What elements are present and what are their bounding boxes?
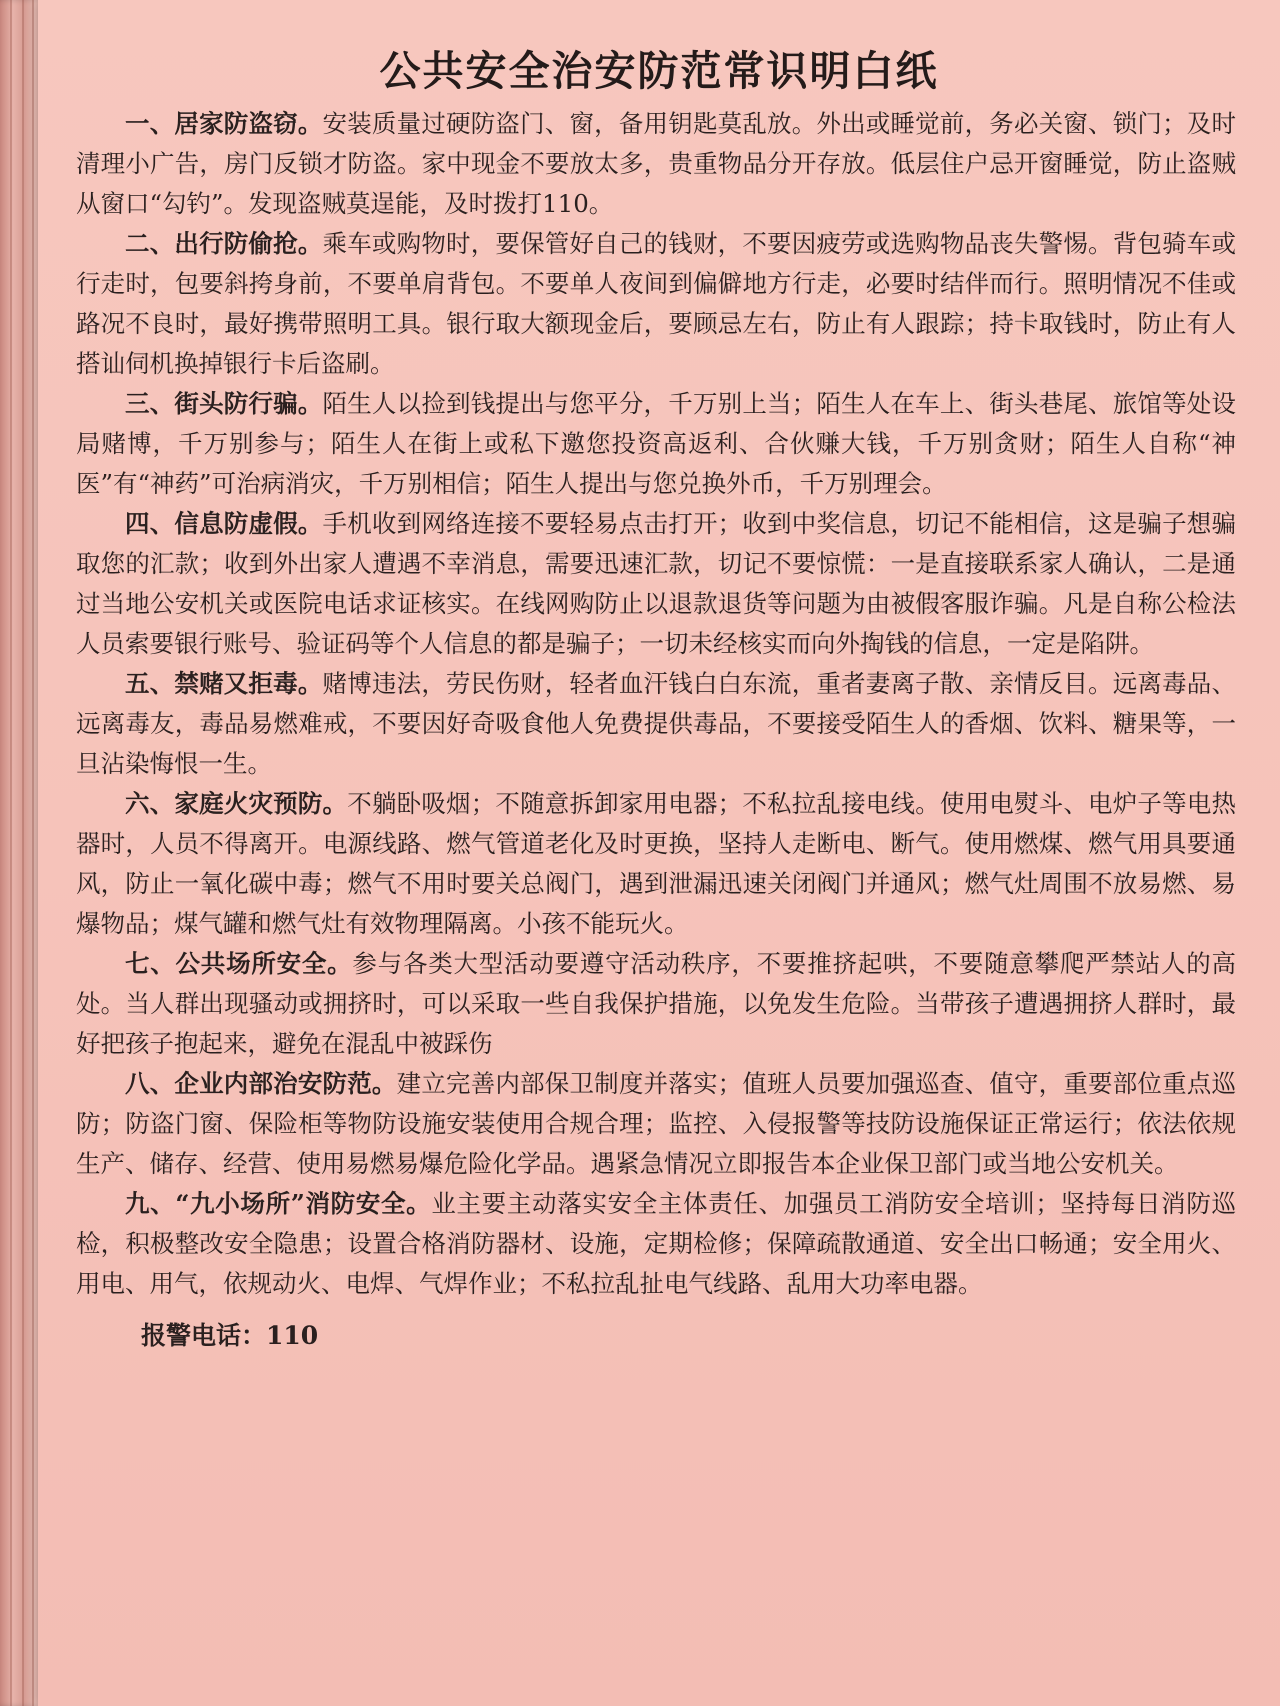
section-heading: 三、街头防行骗。 [125,389,323,418]
section-text: 不躺卧吸烟；不随意拆卸家用电器；不私拉乱接电线。使用电熨斗、电炉子等电热器时，人员不得离开。电源线路、燃气管道老化及时更换，坚持人走断电、断气。使用燃煤、燃气用具要通风，防止一氧化碳中毒；燃气不用时要关总阀门，遇到泄漏迅速关闭阀门并通风；燃气灶周围不放易燃、易爆物品；煤气罐和燃气灶有效物理隔离。小孩不能玩火。 [76,789,1237,938]
section-heading: 八、企业内部治安防范。 [125,1069,397,1098]
section-public-places [76,944,1236,1064]
section-travel-robbery [76,224,1236,384]
section-home-fire [76,784,1236,944]
section-text: 陌生人以捡到钱提出与您平分，千万别上当；陌生人在车上、街头巷尾、旅馆等处设局赌博，千万别参与；陌生人在街上或私下邀您投资高返利、合伙赚大钱，千万别贪财；陌生人自称“神医”有“神药”可治病消灾，千万别相信；陌生人提出与您兑换外币，千万别理会。 [76,389,1236,498]
paper-sheet-edge [32,0,34,1706]
paper-sheet [38,0,1280,1706]
section-street-fraud [76,384,1236,504]
section-text: 建立完善内部保卫制度并落实；值班人员要加强巡查、值守，重要部位重点巡防；防盗门窗、保险柜等物防设施安装使用合规合理；监控、入侵报警等技防设施保证正常运行；依法依规生产、储存、经营、使用易燃易爆危险化学品。遇紧急情况立即报告本企业保卫部门或当地公安机关。 [76,1069,1236,1178]
section-home-theft [76,104,1236,224]
section-small-venues-fire [76,1184,1236,1304]
section-enterprise-security [76,1064,1236,1184]
section-text: 业主要主动落实安全主体责任、加强员工消防安全培训；坚持每日消防巡检，积极整改安全隐患；设置合格消防器材、设施，定期检修；保障疏散通道、安全出口畅通；安全用火、用电、用气，依规动火、电焊、气焊作业；不私拉乱扯电气线路、乱用大功率电器。 [76,1189,1237,1298]
document-body [76,104,1236,1356]
document-title: 公共安全治安防范常识明白纸 [379,47,939,95]
section-text: 参与各类大型活动要遵守活动秩序，不要推挤起哄，不要随意攀爬严禁站人的高处。当人群出现骚动或拥挤时，可以采取一些自我保护措施，以免发生危险。当带孩子遭遇拥挤人群时，最好把孩子抱起来，避免在混乱中被踩伤 [76,949,1236,1058]
section-text: 赌博违法，劳民伤财，轻者血汗钱白白东流，重者妻离子散、亲情反目。远离毒品、远离毒友，毒品易燃难戒，不要因好奇吸食他人免费提供毒品，不要接受陌生人的香烟、饮料、糖果等，一旦沾染悔恨一生。 [76,669,1236,778]
section-heading: 一、居家防盗窃。 [125,109,323,138]
paper-sheet-edge [22,0,24,1706]
section-text: 安装质量过硬防盗门、窗，备用钥匙莫乱放。外出或睡觉前，务必关窗、锁门；及时清理小广告，房门反锁才防盗。家中现金不要放太多，贵重物品分开存放。低层住户忌开窗睡觉，防止盗贼从窗口“勾钓”。发现盗贼莫逞能，及时拨打110。 [76,109,1236,218]
section-heading: 六、家庭火灾预防。 [125,789,348,818]
paper-sheet-edge [10,0,12,1706]
section-heading: 七、公共场所安全。 [125,949,353,978]
section-gambling-drugs [76,664,1236,784]
section-heading: 二、出行防偷抢。 [125,229,323,258]
section-heading: 九、“九小场所”消防安全。 [125,1189,432,1218]
section-heading: 四、信息防虚假。 [125,509,323,538]
section-text: 乘车或购物时，要保管好自己的钱财，不要因疲劳或选购物品丧失警惕。背包骑车或行走时，包要斜挎身前，不要单肩背包。不要单人夜间到偏僻地方行走，必要时结伴而行。照明情况不佳或路况不良时，最好携带照明工具。银行取大额现金后，要顾忌左右，防止有人跟踪；持卡取钱时，防止有人搭讪伺机换掉银行卡后盗刷。 [76,229,1236,378]
section-heading: 五、禁赌又拒毒。 [125,669,323,698]
section-false-information [76,504,1236,664]
police-hotline: 报警电话：110 [141,1321,319,1350]
section-text: 手机收到网络连接不要轻易点击打开；收到中奖信息，切记不能相信，这是骗子想骗取您的汇款；收到外出家人遭遇不幸消息，需要迅速汇款，切记不要惊慌：一是直接联系家人确认，二是通过当地公安机关或医院电话求证核实。在线网购防止以退款退货等问题为由被假客服诈骗。凡是自称公检法人员索要银行账号、验证码等个人信息的都是骗子；一切未经核实而向外掏钱的信息，一定是陷阱。 [76,509,1236,658]
